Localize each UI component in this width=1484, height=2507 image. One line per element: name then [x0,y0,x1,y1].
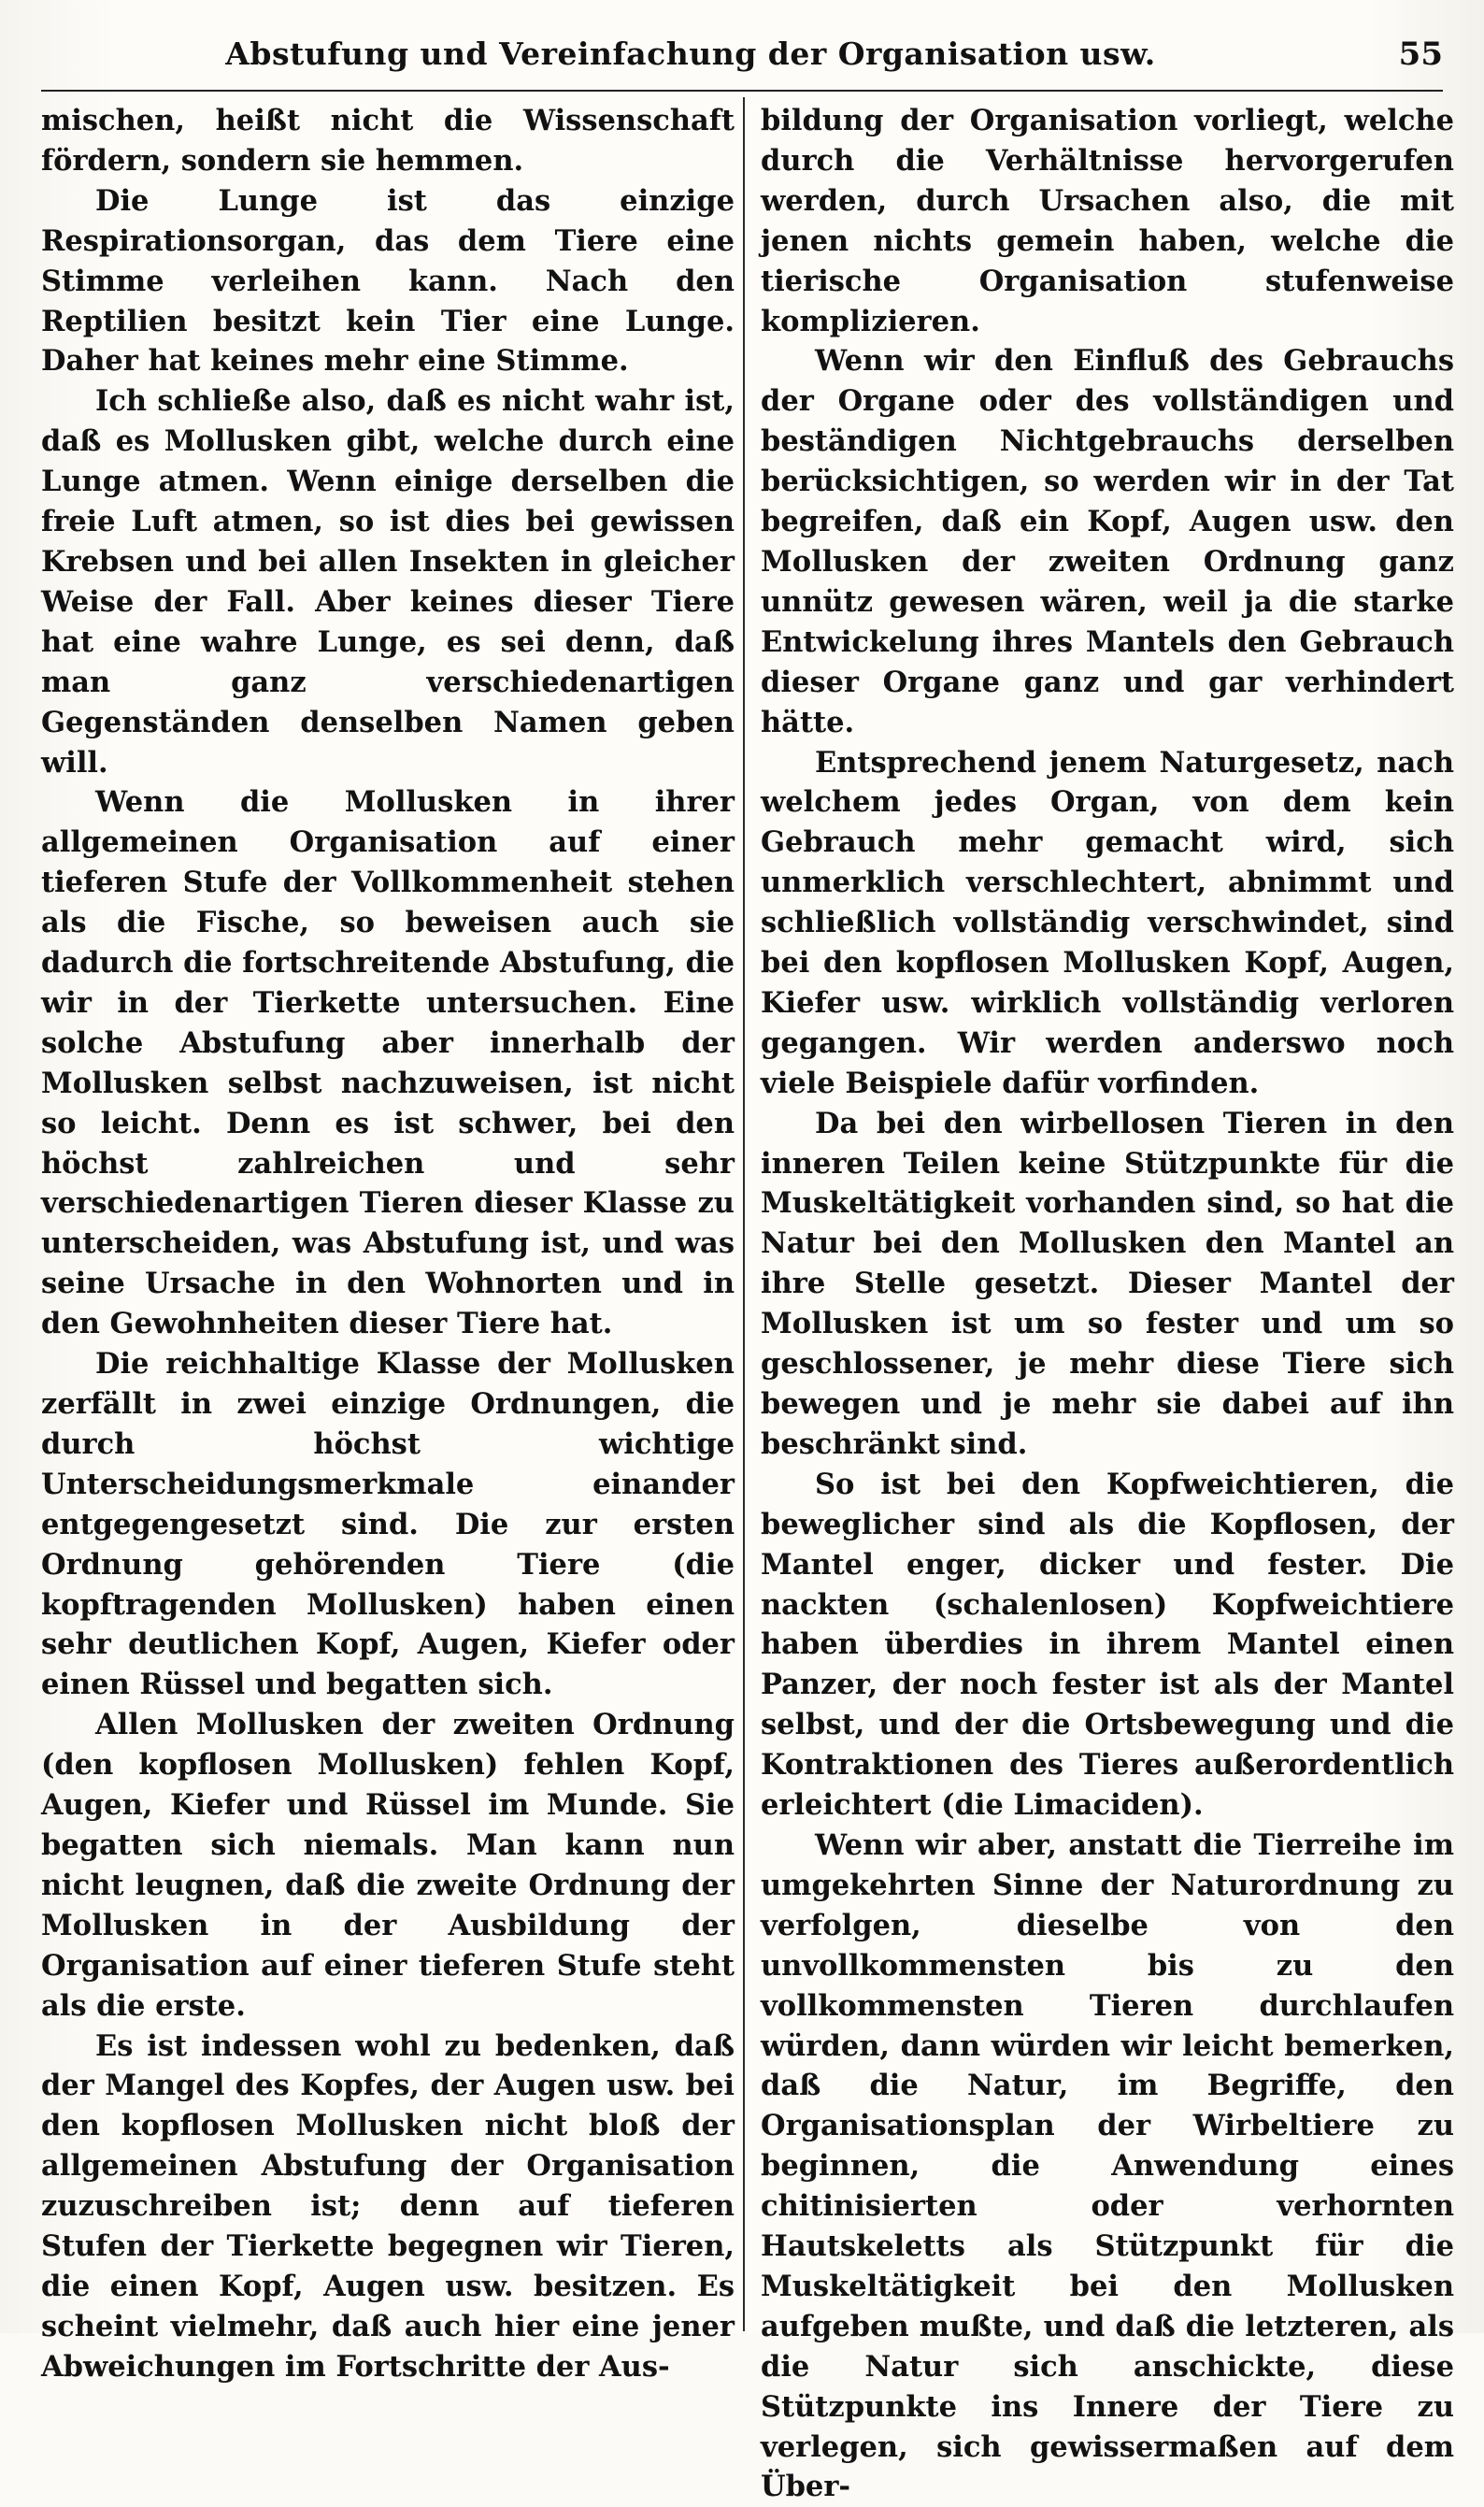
paragraph: Da bei den wirbellosen Tieren in den inneren Teilen keine Stützpunkte für die Muskeltätigkeit vorhanden sind, so hat die Natur bei den Mollusken den Mantel an ihre Stelle gesetzt. Dieser Mantel der Mollusken ist um so fester und um so geschlossener, je mehr diese Tiere sich bewegen und je mehr sie dabei auf ihn beschränkt sind. [761,1106,1454,1461]
paragraph: Allen Mollusken der zweiten Ordnung (den kopflosen Mollusken) fehlen Kopf, Augen, Kiefer und Rüssel im Munde. Sie begatten sich niemals. Man kann nun nicht leugnen, daß die zweite Ordnung der Mollusken in der Ausbildung der Organisation auf einer tieferen Stufe steht als die erste. [41,1708,735,2023]
right-column [761,101,1454,2507]
paragraph: Die reichhaltige Klasse der Mollusken zerfällt in zwei einzige Ordnungen, die durch höchst wichtige Unterscheidungsmerkmale einander entgegengesetzt sind. Die zur ersten Ordnung gehörenden Tiere (die kopftragenden Mollusken) haben einen sehr deutlichen Kopf, Augen, Kiefer oder einen Rüssel und begatten sich. [41,1347,735,1702]
paragraph: Entsprechend jenem Naturgesetz, nach welchem jedes Organ, von dem kein Gebrauch mehr gemacht wird, sich unmerklich verschlechtert, abnimmt und schließlich vollständig verschwindet, sind bei den kopflosen Mollusken Kopf, Augen, Kiefer usw. wirklich vollständig verloren gegangen. Wir werden anderswo noch viele Beispiele dafür vorfinden. [761,745,1454,1100]
running-header [41,36,1443,84]
paragraph: Wenn die Mollusken in ihrer allgemeinen Organisation auf einer tieferen Stufe der Vollkommenheit stehen als die Fische, so beweisen auch sie dadurch die fortschreitende Abstufung, die wir in der Tierkette untersuchen. Eine solche Abstufung aber innerhalb der Mollusken selbst nachzuweisen, ist nicht so leicht. Denn es ist schwer, bei den höchst zahlreichen und sehr verschiedenartigen Tieren dieser Klasse zu unterscheiden, was Abstufung ist, und was seine Ursache in den Wohnorten und in den Gewohnheiten dieser Tiere hat. [41,785,735,1341]
paragraph: So ist bei den Kopfweichtieren, die beweglicher sind als die Kopflosen, der Mantel enger, dicker und fester. Die nackten (schalenlosen) Kopfweichtiere haben überdies in ihrem Mantel einen Panzer, der noch fester ist als der Mantel selbst, und der die Ortsbewegung und die Kontraktionen des Tieres außerordentlich erleichtert (die Limaciden). [761,1467,1454,1823]
paragraph: mischen, heißt nicht die Wissenschaft fördern, sondern sie hemmen. [41,104,735,178]
paragraph: Wenn wir aber, anstatt die Tierreihe im umgekehrten Sinne der Naturordnung zu verfolgen, dieselbe von den unvollkommensten bis zu den vollkommensten Tieren durchlaufen würden, dann würden wir leicht bemerken, daß die Natur, im Begriffe, den Organisationsplan der Wirbeltiere zu beginnen, die Anwendung eines chitinisierten oder verhornten Hautskeletts als Stützpunkt für die Muskeltätigkeit bei den Mollusken aufgeben mußte, und daß die letzteren, als die Natur sich anschickte, diese Stützpunkte ins Innere der Tiere zu verlegen, sich gewissermaßen auf dem Über- [761,1827,1454,2504]
paragraph: Es ist indessen wohl zu bedenken, daß der Mangel des Kopfes, der Augen usw. bei den kopflosen Mollusken nicht bloß der allgemeinen Abstufung der Organisation zuzuschreiben ist; denn auf tieferen Stufen der Tierkette begegnen wir Tieren, die einen Kopf, Augen usw. besitzen. Es scheint vielmehr, daß auch hier eine jener Abweichungen im Fortschritte der Aus- [41,2028,735,2384]
header-rule [41,90,1443,92]
paragraph: Wenn wir den Einfluß des Gebrauchs der Organe oder des vollständigen und beständigen Nichtgebrauchs derselben berücksichtigen, so werden wir in der Tat begreifen, daß ein Kopf, Augen usw. den Mollusken der zweiten Ordnung ganz unnütz gewesen wären, weil ja die starke Entwickelung ihres Mantels den Gebrauch dieser Organe ganz und gar verhindert hätte. [761,344,1454,739]
paragraph: Die Lunge ist das einzige Respirationsorgan, das dem Tiere eine Stimme verleihen kann. Nach den Reptilien besitzt kein Tier eine Lunge. Daher hat keines mehr eine Stimme. [41,183,735,379]
paragraph: Ich schließe also, daß es nicht wahr ist, daß es Mollusken gibt, welche durch eine Lunge atmen. Wenn einige derselben die freie Luft atmen, so ist dies bei gewissen Krebsen und bei allen Insekten in gleicher Weise der Fall. Aber keines dieser Tiere hat eine wahre Lunge, es sei denn, daß man ganz verschiedenartigen Gegenständen denselben Namen geben will. [41,384,735,780]
paragraph: bildung der Organisation vorliegt, welche durch die Verhältnisse hervorgerufen werden, durch Ursachen also, die mit jenen nichts gemein haben, welche die tierische Organisation stufenweise komplizieren. [761,104,1454,338]
column-divider [743,97,745,2331]
page-number: 55 [1398,36,1443,73]
running-title: Abstufung und Vereinfachung der Organisation usw. [225,36,1156,72]
left-column [41,101,735,2387]
